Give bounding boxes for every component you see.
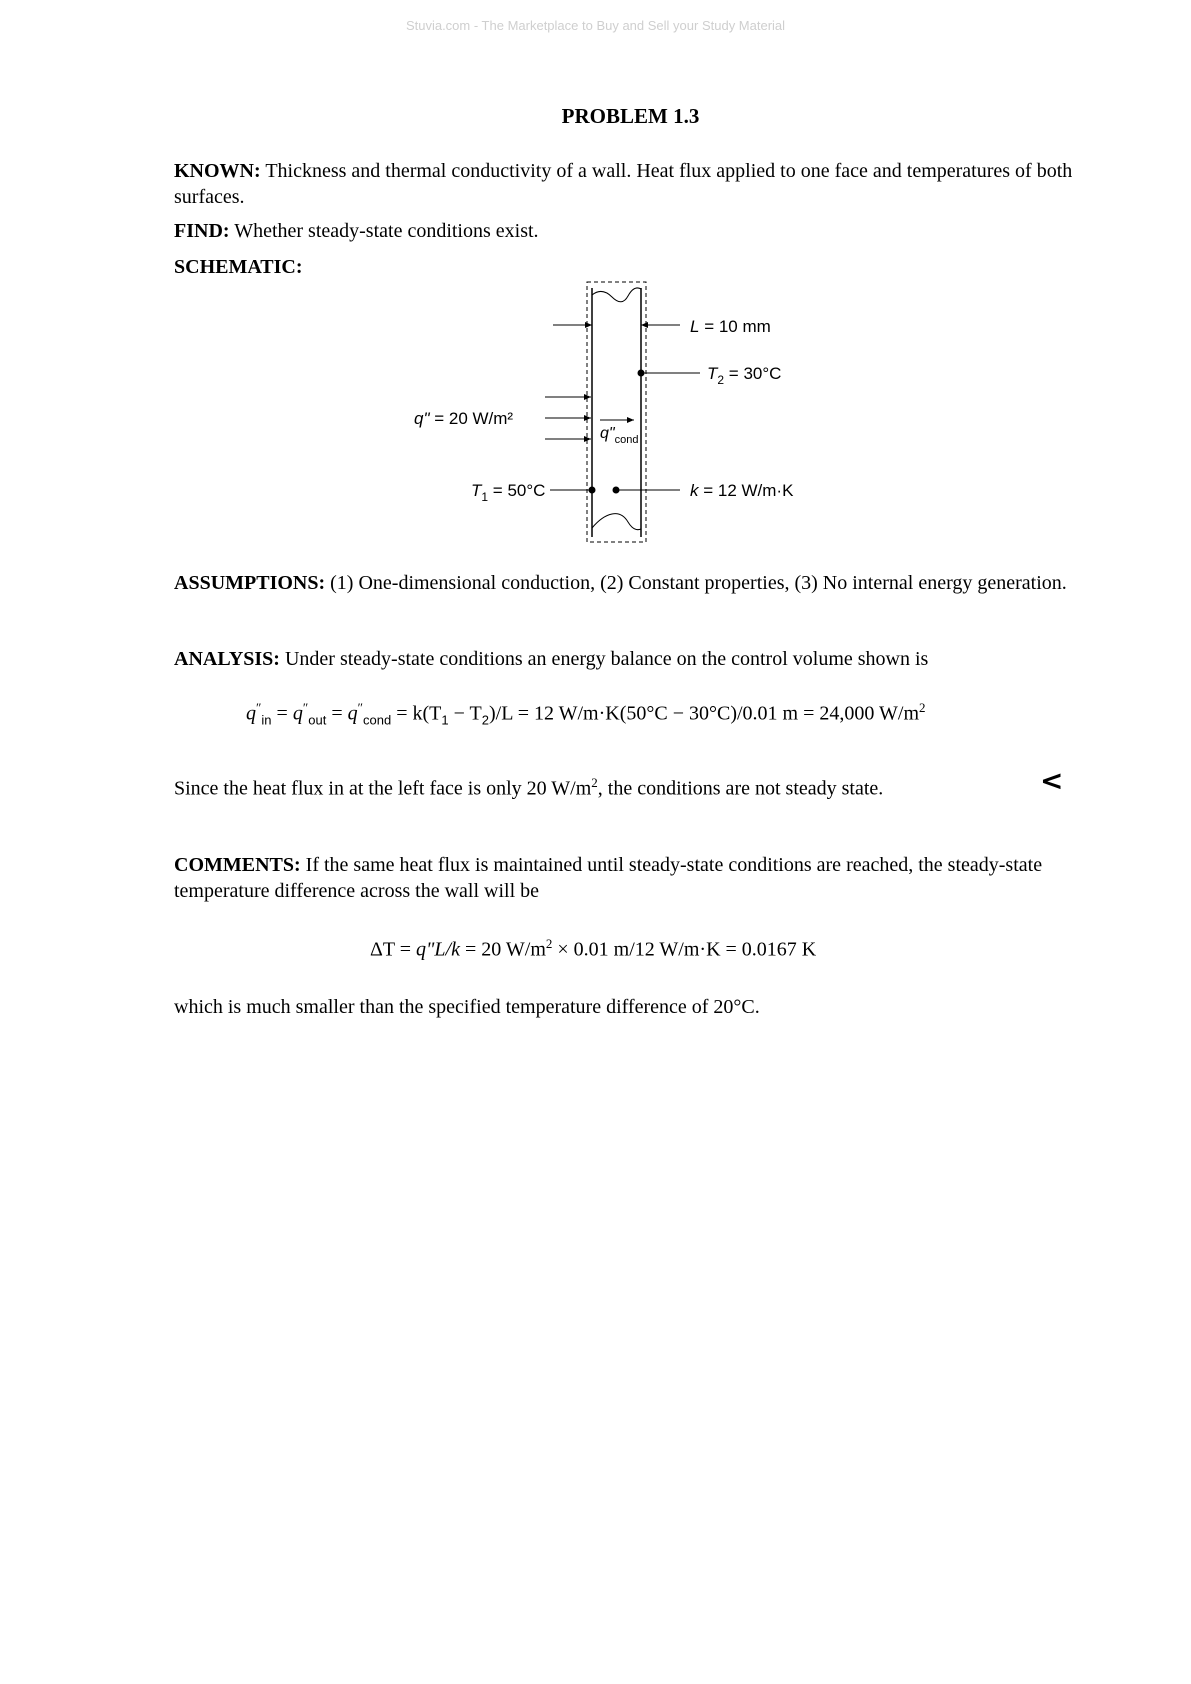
wall-break-bottom (592, 514, 641, 530)
T2-label: $T_2 = 30^\circ C$ (707, 364, 782, 387)
known-text: Thickness and thermal conductivity of a wall. Heat flux applied to one face and temperatures of both surfaces. (174, 160, 1073, 208)
comments-label: COMMENTS: (174, 854, 301, 876)
find-text: Whether steady-state conditions exist. (234, 220, 539, 242)
schematic-label: SCHEMATIC: (174, 256, 303, 278)
temperature-difference-equation: ΔT = q"L/k = 20 $W/m^2 \times 0.01$ m/12 W/m·K = 0.0167 K (370, 936, 817, 961)
closing-text: which is much smaller than the specified temperature difference of 20°C. (174, 996, 760, 1018)
find-label: FIND: (174, 220, 230, 242)
analysis-section (174, 646, 1074, 672)
conclusion-text: Since the heat flux in at the left face is only 20 $W/m^2$, the conditions are not steady state. (174, 775, 884, 800)
q-label: q" = 20 W/m² (414, 409, 514, 428)
k-label: k = 12 W/m·K (690, 481, 794, 500)
control-volume-boundary (587, 282, 646, 542)
answer-mark: < (1040, 764, 1064, 797)
assumptions-section (174, 570, 1074, 596)
comments-text: If the same heat flux is maintained until steady-state conditions are reached, the steady-state temperature difference across the wall will be (174, 854, 1043, 902)
comments-section (174, 852, 1074, 904)
assumptions-label: ASSUMPTIONS: (174, 572, 326, 594)
qcond-label: $q"_{cond}$ (600, 425, 639, 446)
problem-title: PROBLEM 1.3 (561, 104, 700, 128)
wall-schematic (0, 0, 1191, 580)
T1-label: $T_1 = 50^\circ C$ (471, 481, 546, 504)
energy-balance-equation: $q''_{in} = q''_{out} = q''_{cond} = k(T_1 - T_2)/L = 12$ W/m·K(50°C − 30°C)/0.01 m = 24,000 $W/m^2$ (246, 700, 926, 728)
assumptions-text: (1) One-dimensional conduction, (2) Constant properties, (3) No internal energy generation. (330, 572, 1067, 594)
known-label: KNOWN: (174, 160, 261, 182)
T1-point (589, 487, 596, 494)
wall-break-top (592, 288, 641, 302)
watermark: Stuvia.com - The Marketplace to Buy and Sell your Study Material (405, 18, 786, 33)
L-label: L = 10 mm (690, 317, 771, 336)
analysis-label: ANALYSIS: (174, 648, 280, 670)
analysis-text: Under steady-state conditions an energy balance on the control volume shown is (284, 648, 929, 670)
